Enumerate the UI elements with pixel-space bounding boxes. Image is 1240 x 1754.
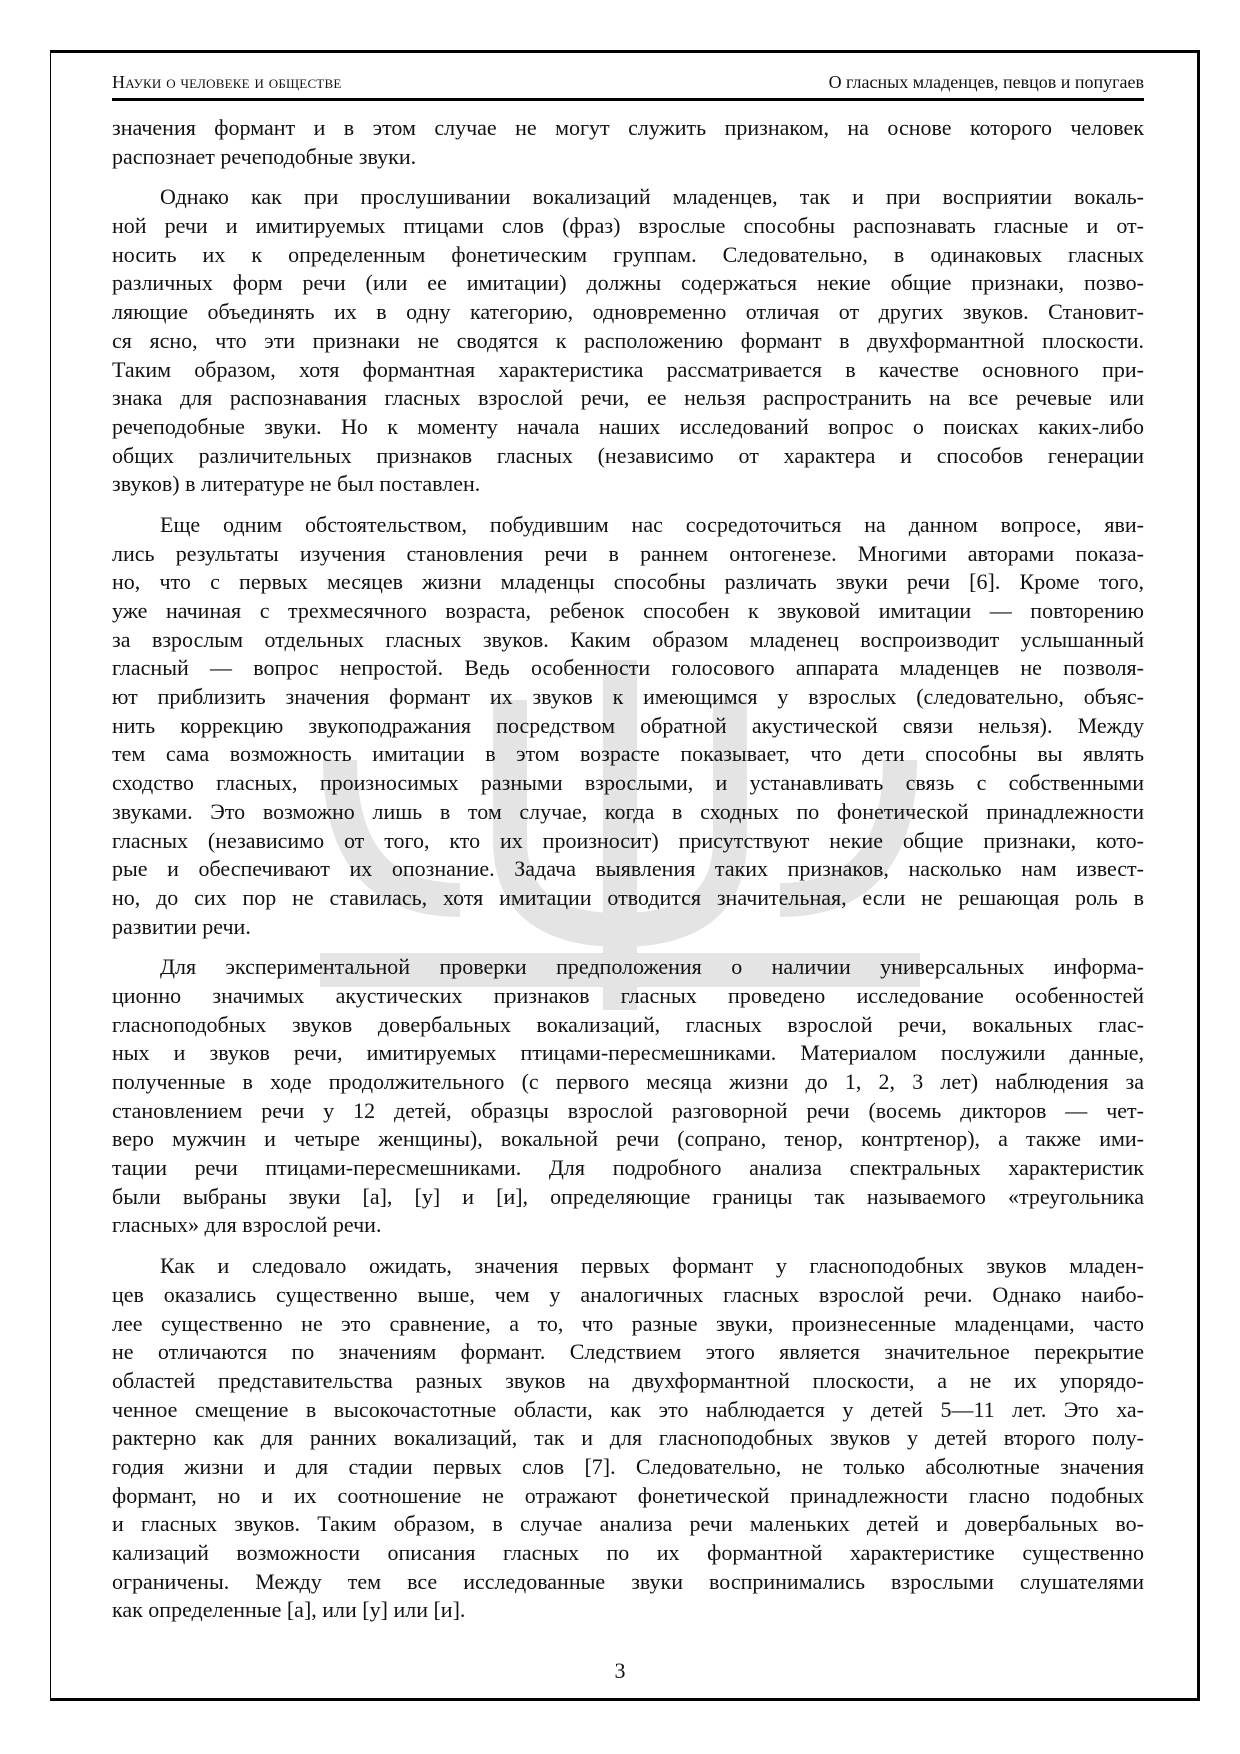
text-line: распознает речеподобные звуки. bbox=[112, 143, 417, 169]
page-number: 3 bbox=[614, 1658, 626, 1683]
text-line: тации речи птицами-пересмешниками. Для подробного анализа спектральных характеристик bbox=[112, 1155, 1144, 1181]
text-line: различных форм речи (или ее имитации) должны содержаться некие общие признаки, позво- bbox=[112, 270, 1144, 296]
text-line: не отличаются по значениям формант. Следствием этого является значительное перекрытие bbox=[112, 1339, 1144, 1365]
text-line: речеподобные звуки. Но к моменту начала наших исследований вопрос о поисках каких-либо bbox=[112, 413, 1144, 439]
text-line: развитии речи. bbox=[112, 913, 251, 939]
text-line: ляющие объединять их в одну категорию, одновременно отличая от других звуков. Становит- bbox=[112, 299, 1144, 325]
article-body bbox=[112, 114, 1144, 1637]
text-line: Таким образом, хотя формантная характеристика рассматривается в качестве основного при- bbox=[112, 356, 1144, 382]
text-line: как определенные [а], или [у] или [и]. bbox=[112, 1597, 466, 1623]
paragraph bbox=[112, 114, 1144, 171]
text-line: гласный — вопрос непростой. Ведь особенности голосового аппарата младенцев не позволя- bbox=[112, 655, 1144, 681]
text-line: гласных» для взрослой речи. bbox=[112, 1212, 382, 1238]
text-line: Еще одним обстоятельством, побудившим нас сосредоточиться на данном вопросе, яви- bbox=[160, 511, 1144, 537]
text-line: но, что с первых месяцев жизни младенцы способны различать звуки речи [6]. Кроме того, bbox=[112, 569, 1144, 595]
text-line: были выбраны звуки [а], [у] и [и], определяющие границы так называемого «треугольника bbox=[112, 1183, 1144, 1209]
text-line: ной речи и имитируемых птицами слов (фраз) взрослые способны распознавать гласные и от- bbox=[112, 213, 1144, 239]
text-line: рые и обеспечивают их опознание. Задача выявления таких признаков, насколько нам извест- bbox=[112, 856, 1144, 882]
text-line: лись результаты изучения становления речи в раннем онтогенезе. Многими авторами показа- bbox=[112, 540, 1144, 566]
text-line: звуками. Это возможно лишь в том случае, когда в сходных по фонетической принадлежности bbox=[112, 798, 1144, 824]
text-line: значения формант и в этом случае не могут служить признаком, на основе которого человек bbox=[112, 115, 1144, 140]
article-short-title: О гласных младенцев, певцов и попугаев bbox=[828, 72, 1144, 92]
running-header bbox=[112, 72, 1144, 96]
text-line: сходство гласных, произносимых разными взрослыми, и устанавливать связь с собственными bbox=[112, 770, 1144, 796]
text-line: рактерно как для ранних вокализаций, так и для гласноподобных звуков у детей второго полу- bbox=[112, 1425, 1144, 1451]
paragraph bbox=[112, 183, 1144, 499]
text-line: знака для распознавания гласных взрослой речи, ее нельзя распространить на все речевые или bbox=[112, 385, 1144, 411]
text-line: уже начиная с трехмесячного возраста, ребенок способен к звуковой имитации — повторению bbox=[112, 598, 1144, 623]
paragraph bbox=[112, 1252, 1144, 1625]
text-line: общих различительных признаков гласных (независимо от характера и способов генерации bbox=[112, 442, 1144, 468]
text-line: но, до сих пор не ставилась, хотя имитации отводится значительная, если не решающая роль в bbox=[112, 884, 1144, 910]
paragraph bbox=[112, 953, 1144, 1240]
paragraph bbox=[112, 511, 1144, 941]
text-line: цев оказались существенно выше, чем у аналогичных гласных взрослой речи. Однако наибо- bbox=[112, 1281, 1144, 1307]
text-line: тем сама возможность имитации в этом возрасте показывает, что дети способны вы являть bbox=[112, 741, 1144, 767]
text-line: Для экспериментальной проверки предположения о наличии универсальных информа- bbox=[160, 954, 1144, 980]
text-line: ся ясно, что эти признаки не сводятся к расположению формант в двухформантной плоскости. bbox=[112, 327, 1144, 353]
text-line: звуков) в литературе не был поставлен. bbox=[112, 471, 481, 497]
text-line: гласных (независимо от того, кто их произносит) присутствуют некие общие признаки, кото- bbox=[112, 827, 1144, 853]
text-line: ных и звуков речи, имитируемых птицами-пересмешниками. Материалом послужили данные, bbox=[112, 1040, 1144, 1066]
text-line: лее существенно не это сравнение, а то, что разные звуки, произнесенные младенцами, часто bbox=[112, 1310, 1144, 1336]
journal-section-title: Науки о человеке и обществе bbox=[112, 72, 342, 92]
text-line: гласноподобных звуков довербальных вокализаций, гласных взрослой речи, вокальных глас- bbox=[112, 1011, 1144, 1037]
text-line: областей представительства разных звуков на двухформантной плоскости, а не их упорядо- bbox=[112, 1367, 1144, 1393]
text-line: становлением речи у 12 детей, образцы взрослой разговорной речи (восемь дикторов — чет- bbox=[112, 1097, 1144, 1123]
header-rule bbox=[112, 98, 1144, 101]
text-line: Однако как при прослушивании вокализаций младенцев, так и при восприятии вокаль- bbox=[160, 184, 1144, 210]
text-line: за взрослым отдельных гласных звуков. Каким образом младенец воспроизводит услышанный bbox=[112, 626, 1144, 652]
text-line: ограничены. Между тем все исследованные звуки воспринимались взрослыми слушателями bbox=[112, 1568, 1144, 1594]
text-line: и гласных звуков. Таким образом, в случае анализа речи маленьких детей и довербальных во- bbox=[112, 1511, 1144, 1537]
text-line: ют приблизить значения формант их звуков к имеющимся у взрослых (следовательно, объяс- bbox=[112, 684, 1144, 710]
text-line: ционно значимых акустических признаков гласных проведено исследование особенностей bbox=[112, 982, 1144, 1008]
text-line: веро мужчин и четыре женщины), вокальной речи (сопрано, тенор, контртенор), а также ими- bbox=[112, 1126, 1144, 1152]
text-line: нить коррекцию звукоподражания посредством обратной акустической связи нельзя). Между bbox=[112, 712, 1144, 738]
text-line: Как и следовало ожидать, значения первых формант у гласноподобных звуков младен- bbox=[160, 1253, 1144, 1279]
text-line: кализаций возможности описания гласных по их формантной характеристике существенно bbox=[112, 1540, 1144, 1565]
text-line: годия жизни и для стадии первых слов [7]. Следовательно, не только абсолютные значения bbox=[112, 1453, 1144, 1479]
text-line: полученные в ходе продолжительного (с первого месяца жизни до 1, 2, 3 лет) наблюдения за bbox=[112, 1069, 1144, 1094]
text-line: ченное смещение в высокочастотные области, как это наблюдается у детей 5—11 лет. Это ха- bbox=[112, 1396, 1144, 1422]
text-line: носить их к определенным фонетическим группам. Следовательно, в одинаковых гласных bbox=[112, 241, 1144, 267]
text-line: формант, но и их соотношение не отражают фонетической принадлежности гласно подобных bbox=[112, 1482, 1144, 1508]
